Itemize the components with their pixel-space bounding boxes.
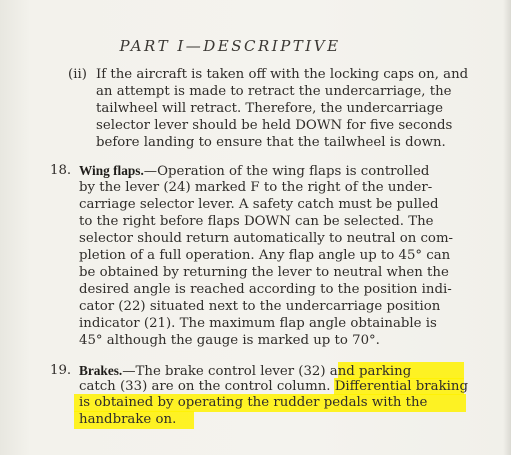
item-18-line-9: cator (22) situated next to the undercarriage position [79, 299, 441, 314]
item-19-number: 19. [50, 363, 72, 378]
item-19-line-1-plain: —The brake control lever [122, 364, 299, 379]
item-18-number: 18. [50, 163, 72, 178]
item-18-line-8: desired angle is reached according to the position indi- [79, 282, 452, 297]
item-18-title: Wing flaps. [79, 163, 144, 178]
item-18-line-1 [79, 163, 429, 180]
item-18-line-7: be obtained by returning the lever to neutral when the [79, 265, 449, 280]
item-19-line-2 [79, 379, 468, 395]
item-19-title: Brakes. [79, 363, 123, 378]
item-18-line-10: indicator (21). The maximum flap angle obtainable is [79, 316, 437, 331]
item-19-line-2-highlight: Differential braking [334, 379, 468, 394]
item-ii-line-1: If the aircraft is taken off with the locking caps on, and [96, 67, 469, 82]
item-ii-marker: (ii) [68, 67, 87, 82]
item-ii-line-3: tailwheel will retract. Therefore, the undercarriage [96, 101, 444, 116]
item-ii-line-4: selector lever should be held DOWN for five seconds [96, 118, 453, 133]
item-18-line-3: carriage selector lever. A safety catch must be pulled [79, 197, 439, 212]
item-ii-line-5: before landing to ensure that the tailwheel is down. [96, 135, 446, 150]
item-19-line-4-highlight: handbrake on. [79, 412, 177, 427]
page-edge-shadow [503, 0, 511, 455]
item-18-line-11: 45° although the gauge is marked up to 70°. [79, 333, 380, 348]
item-18-line-5: selector should return automatically to neutral on com- [79, 231, 454, 246]
item-ii-line-2: an attempt is made to retract the undercarriage, the [96, 84, 452, 99]
item-18-line-4: to the right before flaps DOWN can be selected. The [79, 214, 434, 229]
item-19-line-1 [79, 363, 411, 380]
item-18-line-2: by the lever (24) marked F to the right of the under- [79, 180, 433, 195]
page-header: PART I—DESCRIPTIVE [119, 37, 341, 55]
item-18-line-6: pletion of a full operation. Any flap angle up to 45° can [79, 248, 451, 263]
item-19-line-3-highlight: is obtained by operating the rudder pedals with the [79, 395, 428, 410]
item-19-line-2-plain: catch (33) are on the control column. [79, 379, 335, 394]
item-19-line-1-highlight: (32) and parking [298, 364, 412, 379]
item-18-line-1-rest: —Operation of the wing flaps is controlled [143, 164, 430, 179]
